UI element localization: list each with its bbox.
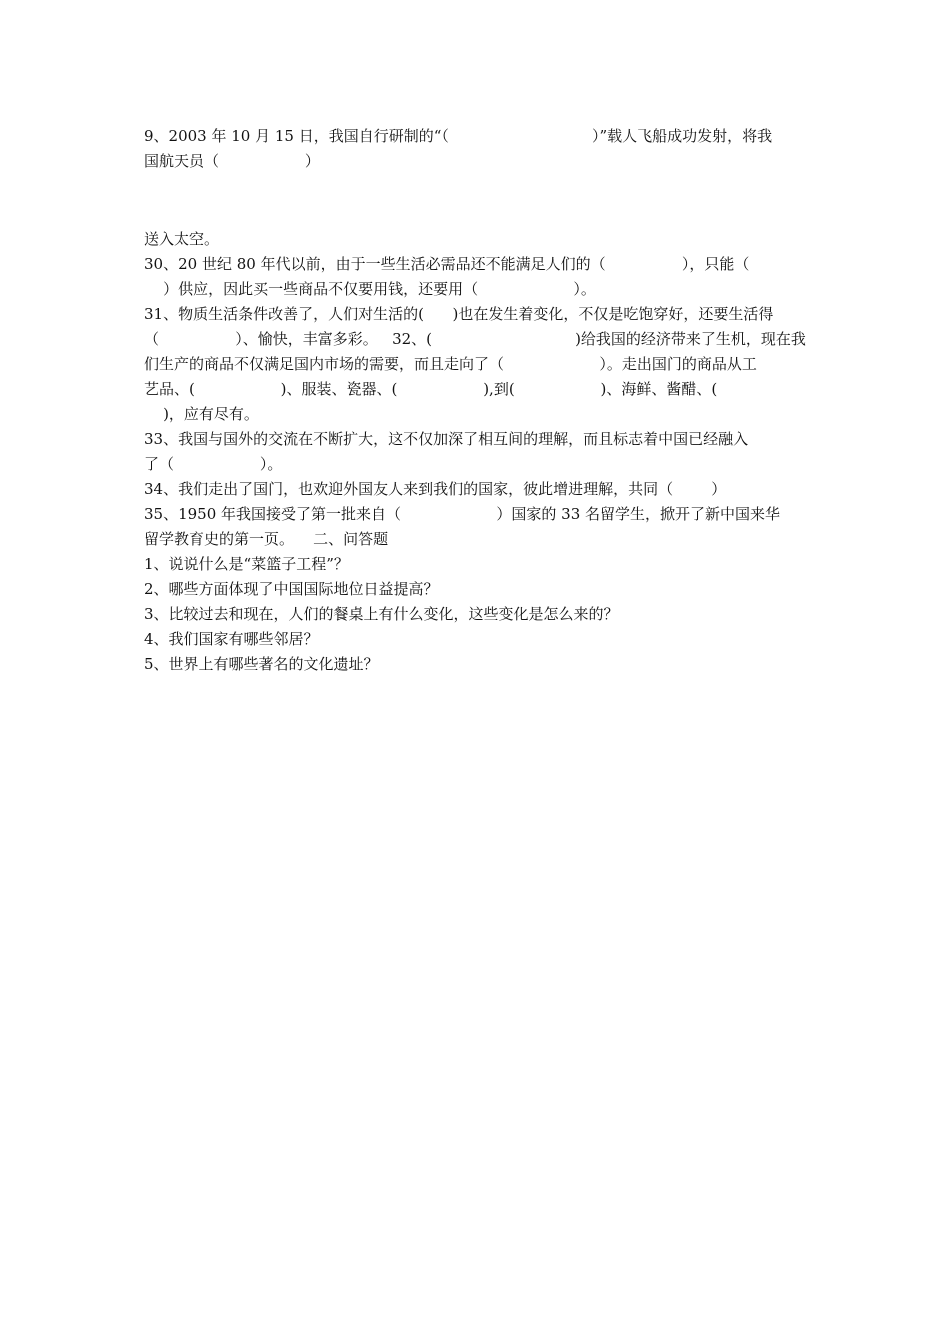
qa-question-4: 4、我们国家有哪些邻居？ <box>144 630 319 648</box>
question-33-line-1: 33、我国与国外的交流在不断扩大，这不仅加深了相互间的理解，而且标志着中国已经融入 <box>144 430 749 448</box>
document-body <box>144 124 809 677</box>
question-32-line-2: 们生产的商品不仅满足国内市场的需要，而且走向了（ ）。走出国门的商品从工 <box>144 355 757 373</box>
question-9-line-1: 9、2003 年 10 月 15 日，我国自行研制的“（ ）”载人飞船成功发射，将我 <box>144 127 773 145</box>
question-35-line-1: 35、1950 年我国接受了第一批来自（ ）国家的 33 名留学生，掀开了新中国来华 <box>144 505 781 523</box>
qa-question-3: 3、比较过去和现在，人们的餐桌上有什么变化，这些变化是怎么来的？ <box>144 605 619 623</box>
question-31-32-line: （ ）、愉快，丰富多彩。 32、( )给我国的经济带来了生机，现在我 <box>144 330 806 348</box>
question-31-line-1: 31、物质生活条件改善了，人们对生活的( )也在发生着变化，不仅是吃饱穿好，还要生活得 <box>144 305 774 323</box>
blank-space <box>144 174 809 227</box>
question-34-line: 34、我们走出了国门，也欢迎外国友人来到我们的国家，彼此增进理解，共同（ ） <box>144 480 727 498</box>
question-33-line-2: 了（ ）。 <box>144 455 283 473</box>
question-30-line-1: 30、20 世纪 80 年代以前，由于一些生活必需品还不能满足人们的（ ），只能（ <box>144 255 750 273</box>
qa-question-5: 5、世界上有哪些著名的文化遗址？ <box>144 655 379 673</box>
question-32-line-4: )，应有尽有。 <box>144 405 259 423</box>
qa-question-1: 1、说说什么是“菜篮子工程”？ <box>144 555 349 573</box>
question-9-line-3: 送入太空。 <box>144 230 220 248</box>
question-30-line-2: ）供应，因此买一些商品不仅要用钱，还要用（ ）。 <box>144 280 596 298</box>
question-35-line-2: 留学教育史的第一页。 二、问答题 <box>144 530 389 548</box>
question-32-line-3: 艺品、( )、服装、瓷器、( ),到( )、海鲜、酱醋、( <box>144 380 718 398</box>
question-9-line-2: 国航天员（ ） <box>144 152 320 170</box>
qa-question-2: 2、哪些方面体现了中国国际地位日益提高？ <box>144 580 439 598</box>
